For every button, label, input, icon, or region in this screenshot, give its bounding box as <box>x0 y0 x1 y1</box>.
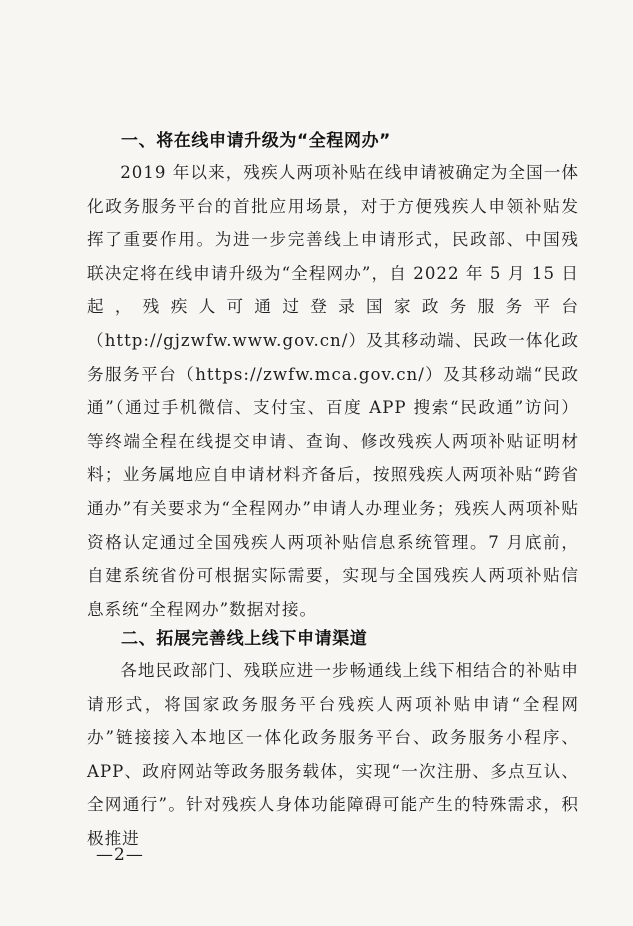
section-2-heading: 二、拓展完善线上线下申请渠道 <box>121 629 368 649</box>
section-1-heading: 一、将在线申请升级为“全程网办” <box>121 131 391 151</box>
section-1-paragraph: 2019 年以来，残疾人两项补贴在线申请被确定为全国一体化政务服务平台的首批应用场景，对于方便残疾人申领补贴发挥了重要作用。为进一步完善线上申请形式，民政部、中国残联决定将在线申请升级为“全程网办”，自 2022 年 5 月 15 日起，残疾人可通过登录国家政务服务平台（http://gjzwfw.www.gov.cn/）及其移动端、民政一体化政务服务平台（https://zwfw.mca.gov.cn/）及其移动端“民政通”（通过手机微信、支付宝、百度 APP 搜索“民政通”访问）等终端全程在线提交申请、查询、修改残疾人两项补贴证明材料；业务属地应自申请材料齐备后，按照残疾人两项补贴“跨省通办”有关要求为“全程网办”申请人办理业务；残疾人两项补贴资格认定通过全国残疾人两项补贴信息系统管理。7 月底前，自建系统省份可根据实际需要，实现与全国残疾人两项补贴信息系统“全程网办”数据对接。 <box>87 163 579 619</box>
page-number: —2— <box>96 845 144 865</box>
section-2-paragraph: 各地民政部门、残联应进一步畅通线上线下相结合的补贴申请形式，将国家政务服务平台残疾人两项补贴申请“全程网办”链接接入本地区一体化政务服务平台、政务服务小程序、APP、政府网站等政务服务载体，实现“一次注册、多点互认、全网通行”。针对残疾人身体功能障碍可能产生的特殊需求，积极推进 <box>87 661 579 848</box>
